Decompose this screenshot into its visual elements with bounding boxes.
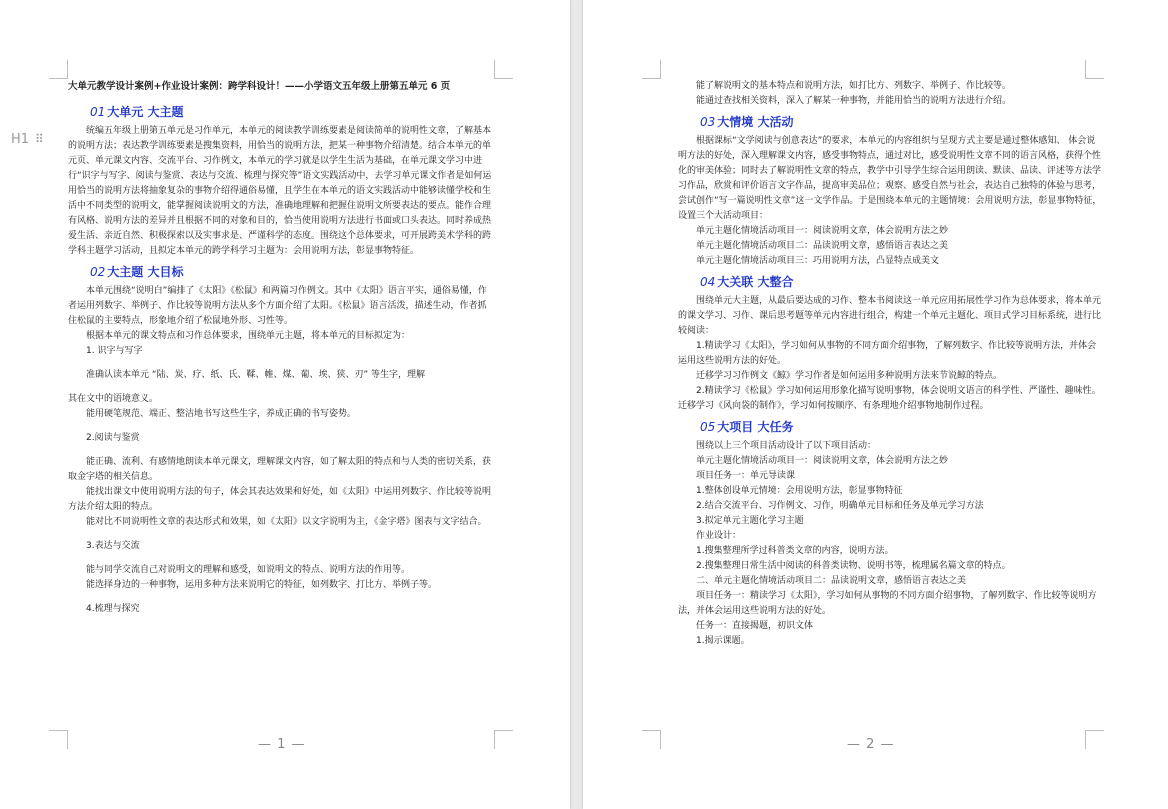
paragraph: 二、单元主题化情境活动项目二：品读说明文章，感悟语言表达之美 [696,576,967,586]
paragraph: 能正确、流利、有感情地朗读本单元课文，理解课文内容，如了解太阳的特点和与人类的密切关系，获取金字塔的相关信息。 [68,457,492,482]
paragraph: 根据课标“文学阅读与创意表达”的要求，本单元的内容组织与呈现方式主要是通过整体感知、 体会说明方法的好处，深入理解课文内容，感受事物特点，通过对比，感受说明性文章不同的语言风格，获得个性化的审美体验；同时去了解说明性文章的特点，教学中引导学生综合运用朗读、默读、品读、评述等方法学习作品，欣赏和评价语言文字作品，提高审美品位；观察、感受自然与社会，表达自己独特的体验与思考，尝试创作“写一篇说明性文章”这一文学作品。于是围绕本单元的主题情境：会用说明方法，彰显事物特征，设置三个大活动项目： [678,136,1102,221]
paragraph: 项目任务一：单元导读课 [696,471,796,481]
paragraph: 作业设计： [696,531,742,541]
document-title: 大单元教学设计案例+作业设计案例：跨学科设计！——小学语文五年级上册第五单元 6 页 [68,81,451,92]
paragraph: 任务一：直接揭题，初识文体 [696,621,814,631]
paragraph: 单元主题化情境活动项目二：品读说明文章，感悟语言表达之美 [696,241,949,251]
list-item: 1.揭示课题。 [696,636,750,646]
crop-mark [49,60,68,79]
crop-mark [1085,60,1104,79]
document-page-2 [583,0,1168,809]
paragraph: 根据本单元的课文特点和习作总体要求，围绕单元主题，将本单元的目标拟定为： [86,331,411,341]
paragraph: 能选择身边的一种事物，运用多种方法来说明它的特征，如列数字、打比方、举例子等。 [86,580,438,590]
paragraph: 项目任务一：精读学习《太阳》，学习如何从事物的不同方面介绍事物，了解列数字、作比较等说明方法，并体会运用这些说明方法的好处。 [678,591,1097,616]
drag-handle-icon[interactable]: ⠿ [35,132,44,146]
section-heading-04: 04 大关联 大整合 [700,275,794,289]
paragraph: 准确认读本单元 “陆、炭、疗、纸、氏、鞣、帷、煤、葡、埃、狭、刃” 等生字，理解 [86,370,426,380]
paragraph: 能通过查找相关资料，深入了解某一种事物，并能用恰当的说明方法进行介绍。 [696,96,1012,106]
section-heading-05: 05 大项目 大任务 [700,420,794,434]
crop-mark [642,60,661,79]
list-heading: 1. 识字与写字 [86,346,143,356]
paragraph: 能与同学交流自己对说明文的理解和感受，如说明文的特点、说明方法的作用等。 [86,565,411,575]
list-item: 3.拟定单元主题化学习主题 [696,516,804,526]
paragraph: 迁移学习习作例文《鲸》学习作者是如何运用多种说明方法来节说鲸的特点。 [696,371,1003,381]
list-heading: 2.阅读与鉴赏 [86,433,140,443]
list-heading: 4.梳理与探究 [86,604,140,614]
paragraph: 能找出课文中使用说明方法的句子，体会其表达效果和好处，如《太阳》中运用列数字、作比较等说明方法介绍太阳的特点。 [68,487,492,512]
page-number: — 2 — [847,737,895,752]
paragraph: 单元主题化情境活动项目一：阅读说明文章，体会说明方法之妙 [696,226,949,236]
page-number: — 1 — [258,737,306,752]
list-item: 2.搜集整理日常生活中阅读的科普类读物、说明书等，梳理属名篇文章的特点。 [696,561,1011,571]
paragraph: 本单元围绕“说明白”编排了《太阳》《松鼠》和两篇习作例文。其中《太阳》语言平实，通俗易懂，作者运用列数字、举例子、作比较等说明方法从多个方面介绍了太阳。《松鼠》语言活泼，描述生动，作者抓住松鼠的主要特点，形象地介绍了松鼠地外形、习性等。 [68,286,487,326]
paragraph: 能用硬笔规范、端正、整洁地书写这些生字，养成正确的书写姿势。 [86,409,357,419]
crop-mark [494,60,513,79]
crop-mark [1085,730,1104,749]
paragraph: 围绕单元大主题，从最后要达成的习作、整本书阅读这一单元应用拓展性学习作为总体要求，将本单元的课文学习、习作、课后思考题等单元内容进行组合，构建一个单元主题化、项目式学习目标系统，进行比较阅读： [678,296,1102,336]
paragraph: 能了解说明文的基本特点和说明方法，如打比方、列数字、举例子、作比较等。 [696,81,1012,91]
paragraph: 其在文中的语境意义。 [68,394,159,404]
list-item: 1.整体创设单元情境：会用说明方法，彰显事物特征 [696,486,903,496]
list-item: 2.结合交流平台、习作例文、习作，明确单元目标和任务及单元学习方法 [696,501,984,511]
paragraph: 单元主题化情境活动项目三：巧用说明方法，凸显特点成美文 [696,256,940,266]
page-2-content[interactable] [678,79,1103,649]
paragraph: 单元主题化情境活动项目一：阅读说明文章，体会说明方法之妙 [696,456,949,466]
paragraph: 能对比不同说明性文章的表达形式和效果，如《太阳》以文字说明为主，《金字塔》图表与文字结合。 [86,517,487,527]
crop-mark [642,730,661,749]
document-page-1 [0,0,570,809]
paragraph: 2.精读学习《松鼠》学习如何运用形象化描写说明事物，体会说明文语言的科学性、严谨性、趣味性。迁移学习《风向袋的制作》，学习如何按顺序、有条理地介绍事物地制作过程。 [678,386,1101,411]
crop-mark [494,730,513,749]
list-heading: 3.表达与交流 [86,541,140,551]
list-item: 1.搜集整理所学过科普类文章的内容，说明方法。 [696,546,894,556]
paragraph: 1.精读学习《太阳》，学习如何从事物的不同方面介绍事物，了解列数字、作比较等说明方法，并体会运用这些说明方法的好处。 [678,341,1097,366]
paragraph: 统编五年级上册第五单元是习作单元，本单元的阅读教学训练要素是阅读简单的说明性文章，了解基本的说明方法；表达教学训练要素是搜集资料，用恰当的说明方法，把某一种事物介绍清楚。结合本单元的单元页、单元课文内容、交流平台、习作例文，本单元的学习就是以学生生活为基础，在单元课文学习中进行“识字与写字、阅读与鉴赏、表达与交流、梳理与探究等”语文实践活动中，去学习单元课文作者是如何运用恰当的说明方法将抽象复杂的事物介绍得通俗易懂，且学生在本单元的语文实践活动中能够读懂学校和生活中不同类型的说明文，能掌握阅读说明文的方法，准确地理解和把握住说明文所要表达的要点。能作合理有风格、说明方法的差异并且根据不同的对象和目的，恰当使用说明方法进行书面或口头表达。同时养成热爱生活、亲近自然、积极探索以及实事求是、严谨科学的态度。围绕这个总体要求，可开展跨美术学科的跨学科主题学习活动，且拟定本单元的跨学科学习主题为：会用说明方法，彰显事物特征。 [68,126,492,256]
section-heading-01: 01 大单元 大主题 [90,105,184,119]
page-1-content[interactable] [68,79,494,617]
section-heading-03: 03 大情境 大活动 [700,115,794,129]
heading-style-gutter[interactable] [11,132,44,147]
heading-level-indicator: H1 [11,132,30,147]
paragraph: 围绕以上三个项目活动设计了以下项目活动： [696,441,877,451]
section-heading-02: 02 大主题 大目标 [90,265,184,279]
crop-mark [49,730,68,749]
